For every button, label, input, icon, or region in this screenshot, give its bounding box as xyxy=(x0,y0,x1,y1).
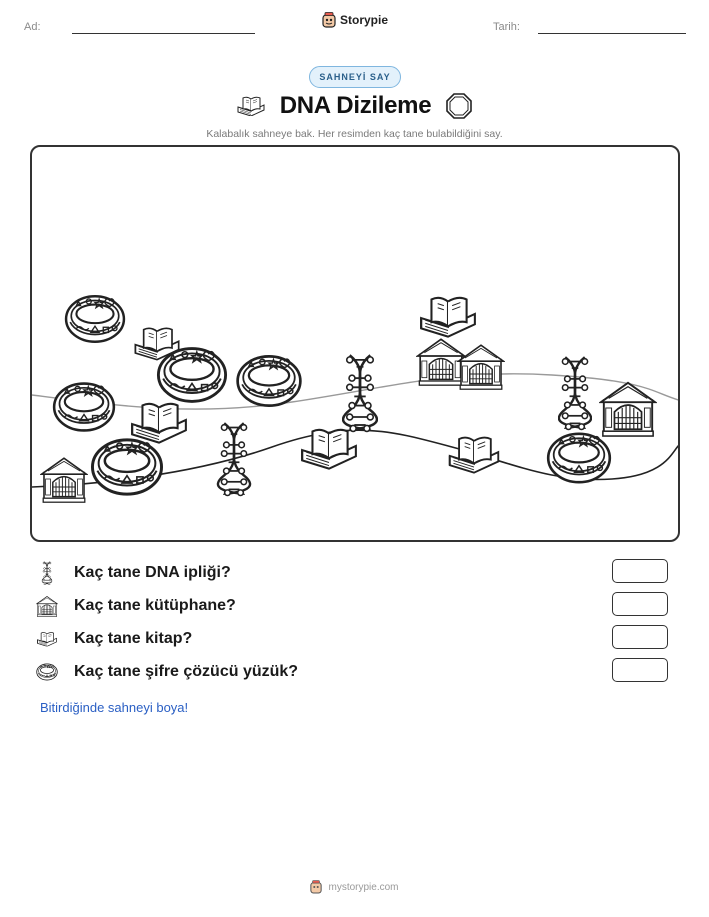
book-icon xyxy=(132,404,186,443)
footer xyxy=(0,880,709,894)
footer-url[interactable]: mystorypie.com xyxy=(328,881,399,893)
ring-icon xyxy=(92,440,161,494)
answer-box-book[interactable] xyxy=(612,625,668,649)
question-library xyxy=(36,592,676,620)
question-ring xyxy=(36,658,676,686)
storypie-logo-icon xyxy=(310,880,322,894)
question-dna xyxy=(36,559,676,587)
page-title: DNA Dizileme xyxy=(279,92,432,119)
answer-box-library[interactable] xyxy=(612,592,668,616)
ring-icon xyxy=(158,349,225,402)
finish-instruction: Bitirdiğinde sahneyi boya! xyxy=(40,700,189,715)
ring-icon xyxy=(36,660,58,684)
question-text: Kaç tane DNA ipliği? xyxy=(74,564,231,581)
ring-icon xyxy=(238,356,301,405)
dna-icon xyxy=(559,357,591,429)
question-text: Kaç tane kütüphane? xyxy=(74,597,236,614)
ring-icon xyxy=(66,296,124,341)
name-field[interactable] xyxy=(72,33,255,34)
question-text: Kaç tane şifre çözücü yüzük? xyxy=(74,663,299,680)
dna-icon xyxy=(36,561,58,585)
book-icon xyxy=(450,438,499,473)
answer-box-dna[interactable] xyxy=(612,559,668,583)
library-icon xyxy=(459,345,504,389)
library-icon xyxy=(418,339,465,385)
section-badge: SAHNEYİ SAY xyxy=(309,66,401,88)
answer-box-ring[interactable] xyxy=(612,658,668,682)
library-icon xyxy=(36,594,58,618)
scene-illustration xyxy=(32,147,680,542)
counting-scene xyxy=(30,145,680,542)
ring-icon xyxy=(54,384,114,431)
library-icon xyxy=(601,383,655,436)
library-icon xyxy=(42,458,87,502)
name-label: Ad: xyxy=(24,21,41,33)
dna-icon xyxy=(218,423,250,495)
instructions: Kalabalık sahneye bak. Her resimden kaç tane bulabildiğini say. xyxy=(206,128,503,140)
octagon-icon xyxy=(445,92,473,120)
ring-icon xyxy=(548,434,610,482)
book-icon xyxy=(236,95,266,117)
brand-logo xyxy=(322,12,388,28)
book-icon xyxy=(421,298,475,337)
date-field[interactable] xyxy=(538,33,686,34)
date-label: Tarih: xyxy=(493,21,520,33)
book-icon xyxy=(36,627,58,651)
brand-name: Storypie xyxy=(340,13,389,27)
question-book xyxy=(36,625,676,653)
title-row xyxy=(0,92,709,120)
question-text: Kaç tane kitap? xyxy=(74,630,193,647)
storypie-logo-icon xyxy=(322,12,336,28)
